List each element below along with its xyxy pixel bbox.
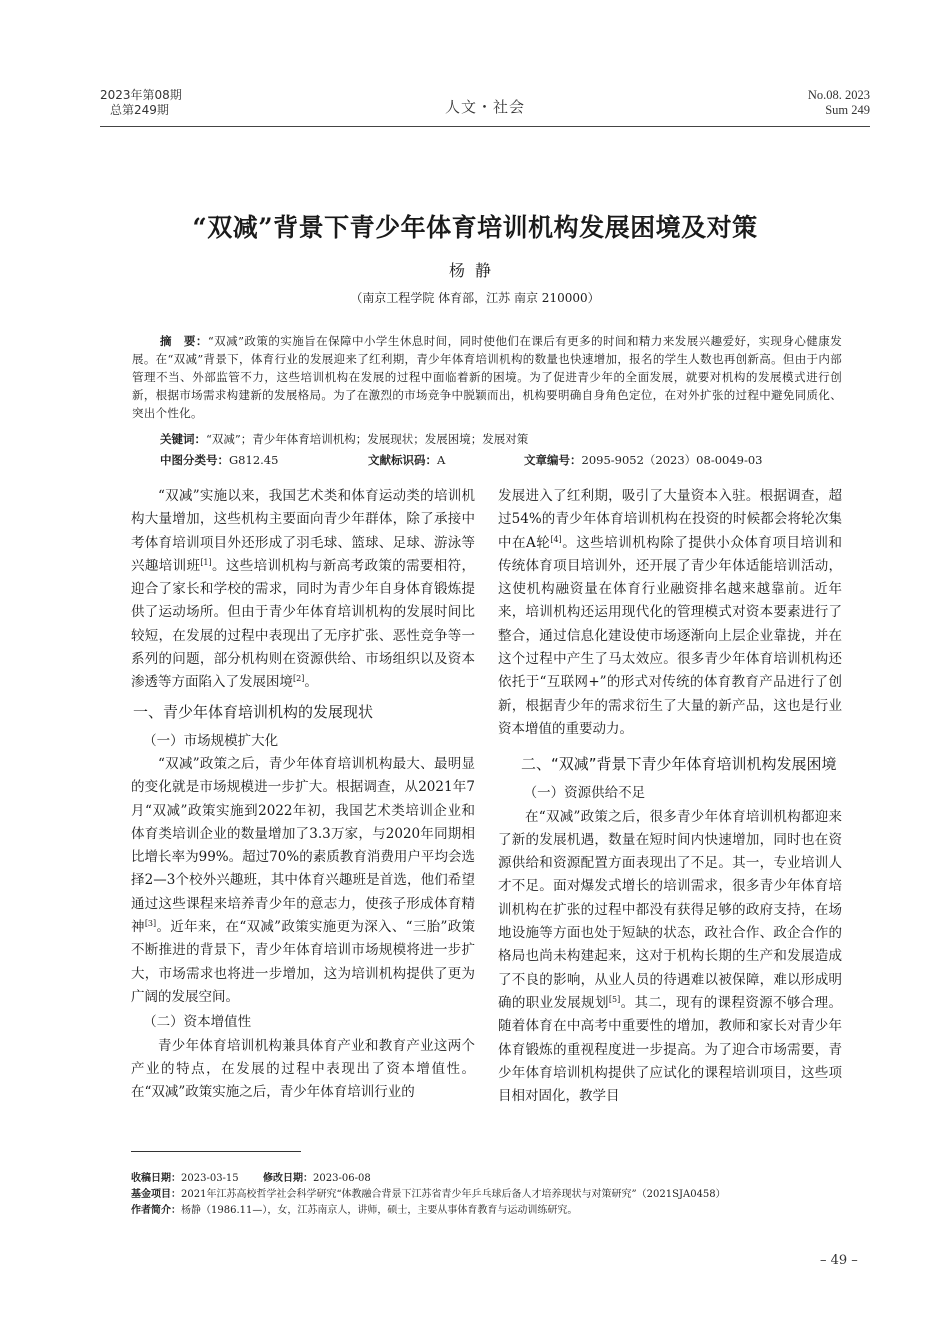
subsection-heading: （二）资本增值性 — [143, 1014, 252, 1031]
doc-code — [368, 452, 445, 468]
fund-label: 基金项目： — [131, 1189, 181, 1200]
citation-ref: [2] — [293, 674, 305, 684]
subsection-heading: （一）资源供给不足 — [523, 785, 646, 802]
author-bio: 杨静（1986.11—），女，江苏南京人，讲师，硕士，主要从事体育教育与运动训练研究。 — [181, 1205, 578, 1216]
text: 。这些培训机构除了提供小众体育项目培训和传统体育项目培训外，还开展了青少年体适能培训活动，这使机构融资量在体育行业融资排名越来越靠前。近年来，培训机构还运用现代化的管理模式对资本要素进行了整合，通过信息化建设使市场逐渐向上层企业靠拢，并在这个过程中产生了马太效应。很多青少年体育培训机构还依托于“互联网+”的形式对传统的体育教育产品进行了创新，根据青少年的需求衍生了大量的新产品，这也是行业资本增值的重要动力。 — [498, 534, 843, 737]
footnote-fund — [131, 1188, 851, 1202]
clc-code — [160, 452, 278, 468]
issue-info-en — [808, 88, 870, 118]
article-code — [524, 452, 763, 468]
paragraph — [131, 485, 475, 695]
article-code-value: 2095-9052（2023）08-0049-03 — [581, 453, 763, 467]
keywords — [132, 431, 842, 447]
received-label: 收稿日期： — [131, 1173, 181, 1184]
text: 。这些培训机构与新高考政策的需要相符，迎合了家长和学校的需求，同时为青少年自身体育锻炼提供了运动场所。但由于青少年体育培训机构的发展时间比较短，在发展的过程中表现出了无序扩张、恶性竞争等一系列的问题，部分机构则在资源供给、市场组织以及资本渗透等方面陷入了发展困境 — [131, 557, 476, 691]
paragraph — [498, 806, 842, 1109]
revised-label: 修改日期： — [263, 1173, 314, 1184]
author-bio-label: 作者简介： — [131, 1205, 181, 1216]
keywords-label: 关键词： — [160, 432, 206, 446]
header-divider — [100, 126, 870, 127]
author-affiliation: （南京工程学院 体育部，江苏 南京 210000） — [350, 291, 600, 305]
paragraph: 青少年体育培训机构兼具体育产业和教育产业这两个产业的特点，在发展的过程中表现出了资本增值性。在“双减”政策实施之后，青少年体育培训行业的 — [131, 1037, 475, 1101]
footnote-author — [131, 1204, 851, 1218]
issue-number-en: No.08. 2023 — [807, 88, 870, 102]
author-name: 杨静 — [448, 261, 501, 280]
doc-label: 文献标识码： — [368, 453, 437, 467]
citation-ref: [3] — [144, 919, 157, 929]
journal-section: 人文・社会 — [444, 98, 525, 116]
page-number: – 49 – — [820, 1253, 858, 1268]
received-date: 2023-03-15 — [181, 1173, 239, 1184]
issue-number: 2023年第08期 — [100, 88, 182, 102]
citation-ref: [5] — [608, 994, 621, 1004]
keywords-text: “双减”；青少年体育培训机构；发展现状；发展困境；发展对策 — [206, 432, 529, 446]
revised-date: 2023-06-08 — [313, 1173, 371, 1184]
subsection-heading: （一）市场规模扩大化 — [143, 732, 279, 749]
running-header — [100, 88, 870, 128]
citation-ref: [4] — [550, 534, 562, 544]
clc-value: G812.45 — [229, 453, 279, 467]
article-title: “双减”背景下青少年体育培训机构发展困境及对策 — [192, 213, 758, 242]
text: 发展进入了红利期，吸引了大量资本入驻。根据调查，超过54%的青少年体育培训机构在投资的时候都会将轮次集中在A轮 — [498, 488, 842, 551]
abstract-text: “双减”政策的实施旨在保障中小学生休息时间，同时使他们在课后有更多的时间和精力来发展兴趣爱好，实现身心健康发展。在“双减”背景下，体育行业的发展迎来了红利期，青少年体育培训机构的数量也快速增加，报名的学生人数也再创新高。但由于内部管理不当、外部监管不力，这些培训机构在发展的过程中面临着新的困境。为了促进青少年的全面发展，就要对机构的发展模式进行创新，根据市场需求构建新的发展格局。为了在激烈的市场竞争中脱颖而出，机构要明确自身角色定位，在对外扩张的过程中避免同质化、突出个性化。 — [132, 334, 843, 420]
issue-total-en: Sum 249 — [825, 103, 870, 117]
fund-value: 2021年江苏高校哲学社会科学研究“体教融合背景下江苏省青少年乒乓球后备人才培养现状与对策研究”（2021SJA0458） — [181, 1189, 726, 1200]
body-column-left — [131, 485, 475, 1104]
citation-ref: [1] — [200, 557, 212, 567]
footnote-divider — [131, 1151, 301, 1152]
text: 。其二，现有的课程资源不够合理。随着体育在中高考中重要性的增加，教师和家长对青少年体育锻炼的重视程度进一步提高。为了迎合市场需要，青少年体育培训机构提供了应试化的课程培训项目，这些项目相对固化，教学目 — [498, 994, 843, 1105]
footnote-dates — [131, 1172, 851, 1186]
doc-value: A — [437, 453, 446, 467]
section-heading: 一、青少年体育培训机构的发展现状 — [133, 702, 374, 721]
abstract — [132, 332, 842, 422]
text: 在“双减”政策之后，很多青少年体育培训机构都迎来了新的发展机遇，数量在短时间内快速增加，同时也在资源供给和资源配置方面表现出了不足。其一，专业培训人才不足。面对爆发式增长的培训需求，很多青少年体育培训机构在扩张的过程中都没有获得足够的政府支持，在场地设施等方面也处于短缺的状态，政社合作、政企合作的格局也尚未构建起来，这对于机构长期的生产和发展造成了不良的影响，从业人员的待遇难以被保障，难以形成明确的职业发展规划 — [498, 808, 842, 1011]
paragraph — [131, 753, 475, 1009]
article-code-label: 文章编号： — [524, 453, 582, 467]
text: “双减”实施以来，我国艺术类和体育运动类的培训机构大量增加，这些机构主要面向青少年群体，除了承接中考体育培训项目外还形成了羽毛球、篮球、足球、游泳等兴趣培训班 — [131, 488, 475, 574]
section-heading: 二、“双减”背景下青少年体育培训机构发展困境 — [521, 755, 837, 774]
text: 。近年来，在“双减”政策实施更为深入、“三胎”政策不断推进的背景下，青少年体育培训市场规模将进一步扩大，市场需求也将进一步增加，这为培训机构提供了更为广阔的发展空间。 — [131, 919, 475, 1005]
abstract-label: 摘 要： — [160, 334, 208, 348]
text: 。 — [304, 674, 318, 691]
issue-total: 总第249期 — [110, 103, 169, 117]
clc-label: 中图分类号： — [160, 453, 229, 467]
paragraph — [498, 485, 842, 741]
body-column-right — [498, 485, 842, 1108]
text: “双减”政策之后，青少年体育培训机构最大、最明显的变化就是市场规模进一步扩大。根据调查，从2021年7月“双减”政策实施到2022年初，我国艺术类培训企业和体育类培训企业的数量增加了3.3万家，与2020年同期相比增长率为99%。超过70%的素质教育消费用户平均会选择2—3个校外兴趣班，其中体育兴趣班是首选，他们希望通过这些课程来培养青少年的意志力，使孩子形成体育精神 — [131, 755, 475, 936]
